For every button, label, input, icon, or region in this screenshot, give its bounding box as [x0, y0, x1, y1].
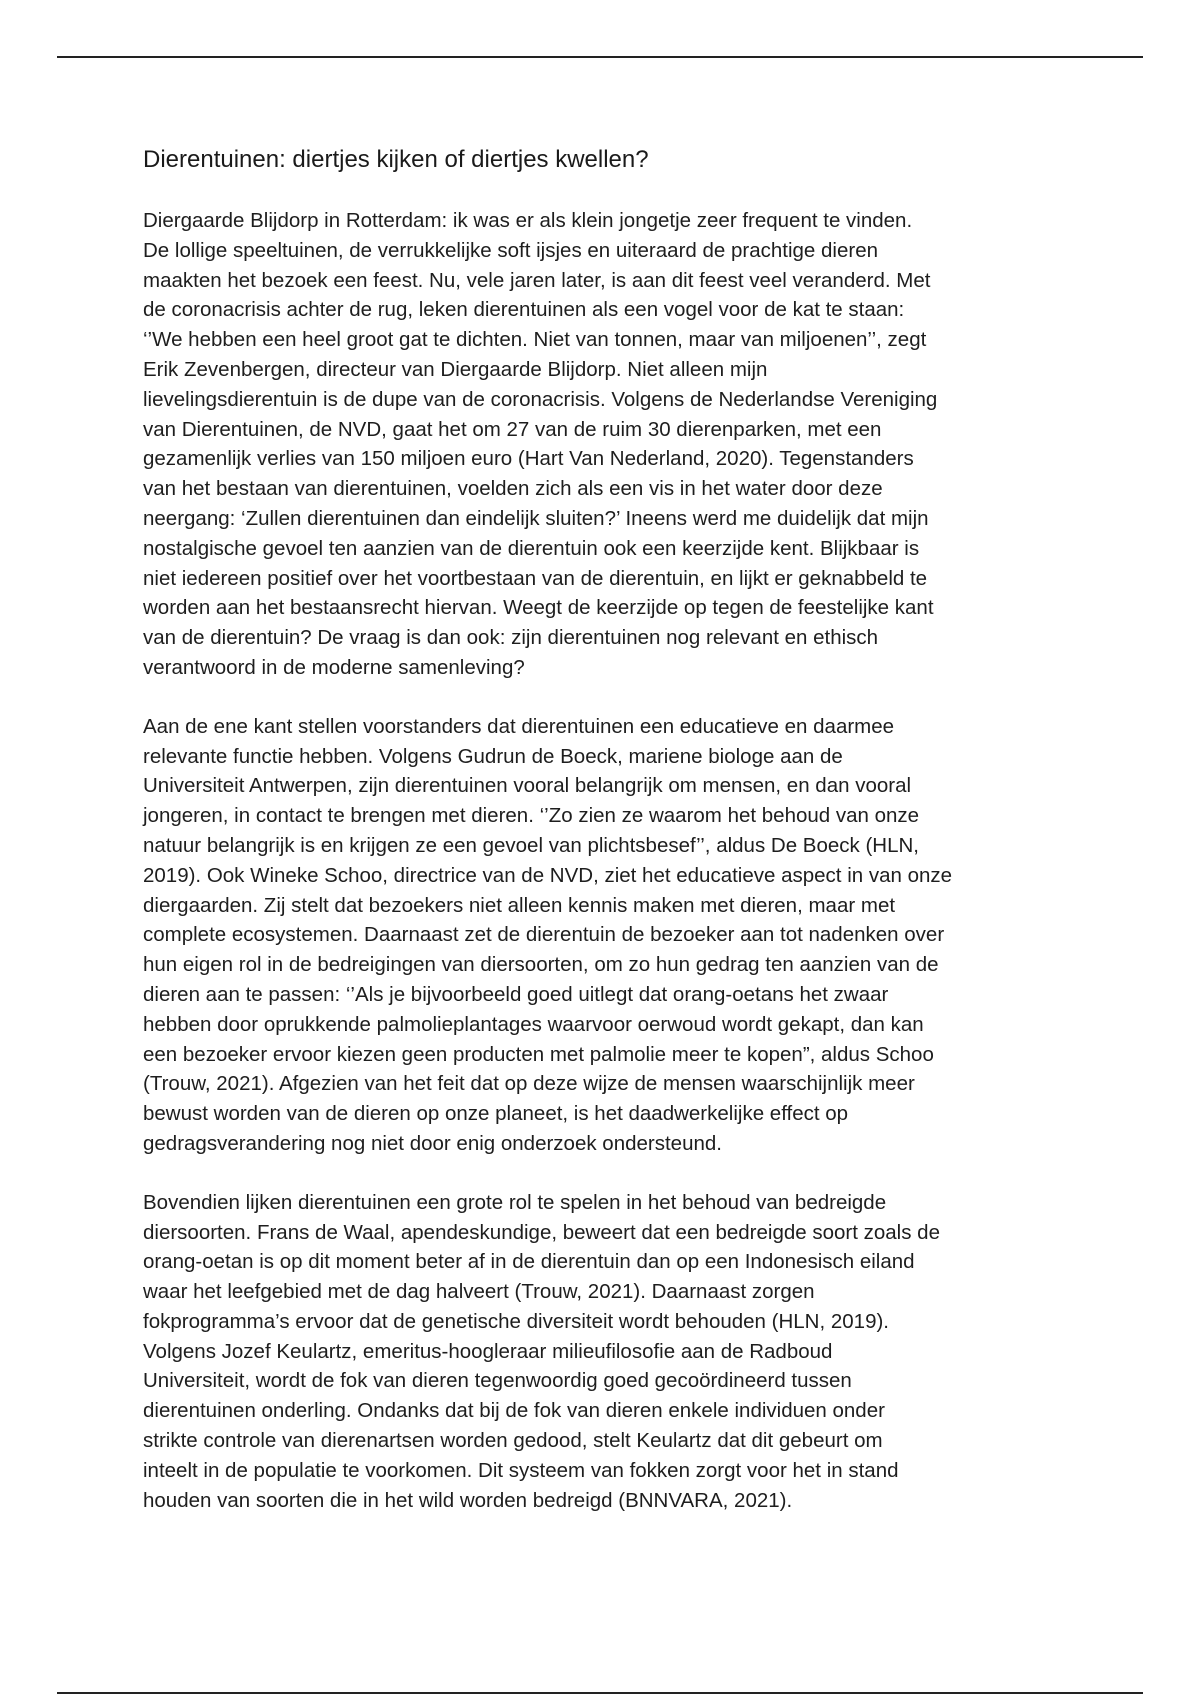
paragraph-3	[143, 1188, 1068, 1516]
text-line: gedragsverandering nog niet door enig onderzoek ondersteund.	[143, 1131, 722, 1155]
text-line: de coronacrisis achter de rug, leken dierentuinen als een vogel voor de kat te staan:	[143, 298, 905, 322]
text-line: ‘’We hebben een heel groot gat te dichten. Niet van tonnen, maar van miljoenen’’, zegt	[143, 328, 927, 352]
text-line: nostalgische gevoel ten aanzien van de dierentuin ook een keerzijde kent. Blijkbaar is	[143, 536, 920, 560]
text-line: diersoorten. Frans de Waal, apendeskundige, beweert dat een bedreigde soort zoals de	[143, 1220, 940, 1244]
text-line: dierentuinen onderling. Ondanks dat bij de fok van dieren enkele individuen onder	[143, 1399, 885, 1423]
text-line: lievelingsdierentuin is de dupe van de coronacrisis. Volgens de Nederlandse Vereniging	[143, 387, 938, 411]
text-line: dieren aan te passen: ‘’Als je bijvoorbeeld goed uitlegt dat orang-oetans het zwaar	[143, 982, 889, 1006]
text-line: jongeren, in contact te brengen met dieren. ‘’Zo zien ze waarom het behoud van onze	[143, 804, 920, 828]
text-line: neergang: ‘Zullen dierentuinen dan eindelijk sluiten?’ Ineens werd me duidelijk dat mijn	[143, 506, 929, 530]
text-line: Diergaarde Blijdorp in Rotterdam: ik was er als klein jongetje zeer frequent te vinden.	[143, 209, 913, 232]
text-line: maakten het bezoek een feest. Nu, vele jaren later, is aan dit feest veel veranderd. Met	[143, 268, 931, 292]
text-line: bewust worden van de dieren op onze planeet, is het daadwerkelijke effect op	[143, 1102, 849, 1126]
text-line: orang-oetan is op dit moment beter af in de dierentuin dan op een Indonesisch eiland	[143, 1250, 915, 1274]
text-line: een bezoeker ervoor kiezen geen producten met palmolie meer te kopen”, aldus Schoo	[143, 1042, 934, 1066]
text-line: Volgens Jozef Keulartz, emeritus-hoogleraar milieufilosofie aan de Radboud	[143, 1339, 833, 1363]
text-line: complete ecosystemen. Daarnaast zet de dierentuin de bezoeker aan tot nadenken over	[143, 923, 945, 947]
text-line: verantwoord in de moderne samenleving?	[143, 655, 525, 679]
paragraph-1	[143, 206, 1068, 683]
text-line: hebben door oprukkende palmolieplantages waarvoor oerwoud wordt gekapt, dan kan	[143, 1012, 924, 1036]
text-line: worden aan het bestaansrecht hiervan. Weegt de keerzijde op tegen de feestelijke kant	[143, 596, 934, 620]
text-line: houden van soorten die in het wild worden bedreigd (BNNVARA, 2021).	[143, 1488, 793, 1512]
text-line: inteelt in de populatie te voorkomen. Dit systeem van fokken zorgt voor het in stand	[143, 1458, 899, 1482]
text-line: fokprogramma’s ervoor dat de genetische diversiteit wordt behouden (HLN, 2019).	[143, 1309, 889, 1333]
text-line: waar het leefgebied met de dag halveert (Trouw, 2021). Daarnaast zorgen	[143, 1280, 815, 1304]
text-line: van het bestaan van dierentuinen, voelden zich als een vis in het water door deze	[143, 477, 883, 501]
text-line: 2019). Ook Wineke Schoo, directrice van de NVD, ziet het educatieve aspect in van onze	[143, 863, 953, 887]
text-line: van de dierentuin? De vraag is dan ook: zijn dierentuinen nog relevant en ethisch	[143, 626, 879, 650]
header-rule	[57, 56, 1143, 58]
footer-rule	[57, 1692, 1143, 1694]
paragraph-2	[143, 712, 1068, 1159]
text-line: (Trouw, 2021). Afgezien van het feit dat op deze wijze de mensen waarschijnlijk meer	[143, 1072, 915, 1096]
document-body	[143, 140, 1068, 1544]
text-line: Universiteit Antwerpen, zijn dierentuinen vooral belangrijk om mensen, en dan vooral	[143, 774, 912, 798]
text-line: natuur belangrijk is en krijgen ze een gevoel van plichtsbesef’’, aldus De Boeck (HLN,	[143, 833, 920, 857]
text-line: van Dierentuinen, de NVD, gaat het om 27 van de ruim 30 dierenparken, met een	[143, 417, 882, 441]
text-line: Aan de ene kant stellen voorstanders dat dierentuinen een educatieve en daarmee	[143, 714, 895, 738]
text-line: niet iedereen positief over het voortbestaan van de dierentuin, en lijkt er geknabbeld te	[143, 566, 928, 590]
text-line: hun eigen rol in de bedreigingen van diersoorten, om zo hun gedrag ten aanzien van de	[143, 953, 939, 977]
text-line: Bovendien lijken dierentuinen een grote rol te spelen in het behoud van bedreigde	[143, 1190, 887, 1214]
text-line: Universiteit, wordt de fok van dieren tegenwoordig goed gecoördineerd tussen	[143, 1369, 852, 1393]
text-line: gezamenlijk verlies van 150 miljoen euro (Hart Van Nederland, 2020). Tegenstanders	[143, 447, 914, 471]
text-line: diergaarden. Zij stelt dat bezoekers niet alleen kennis maken met dieren, maar met	[143, 893, 896, 917]
text-line: Erik Zevenbergen, directeur van Diergaarde Blijdorp. Niet alleen mijn	[143, 357, 768, 381]
document-title: Dierentuinen: diertjes kijken of diertjes kwellen?	[143, 146, 649, 173]
text-line: strikte controle van dierenartsen worden gedood, stelt Keulartz dat dit gebeurt om	[143, 1429, 883, 1453]
text-line: De lollige speeltuinen, de verrukkelijke soft ijsjes en uiteraard de prachtige dieren	[143, 238, 878, 262]
text-line: relevante functie hebben. Volgens Gudrun de Boeck, mariene biologe aan de	[143, 744, 843, 768]
